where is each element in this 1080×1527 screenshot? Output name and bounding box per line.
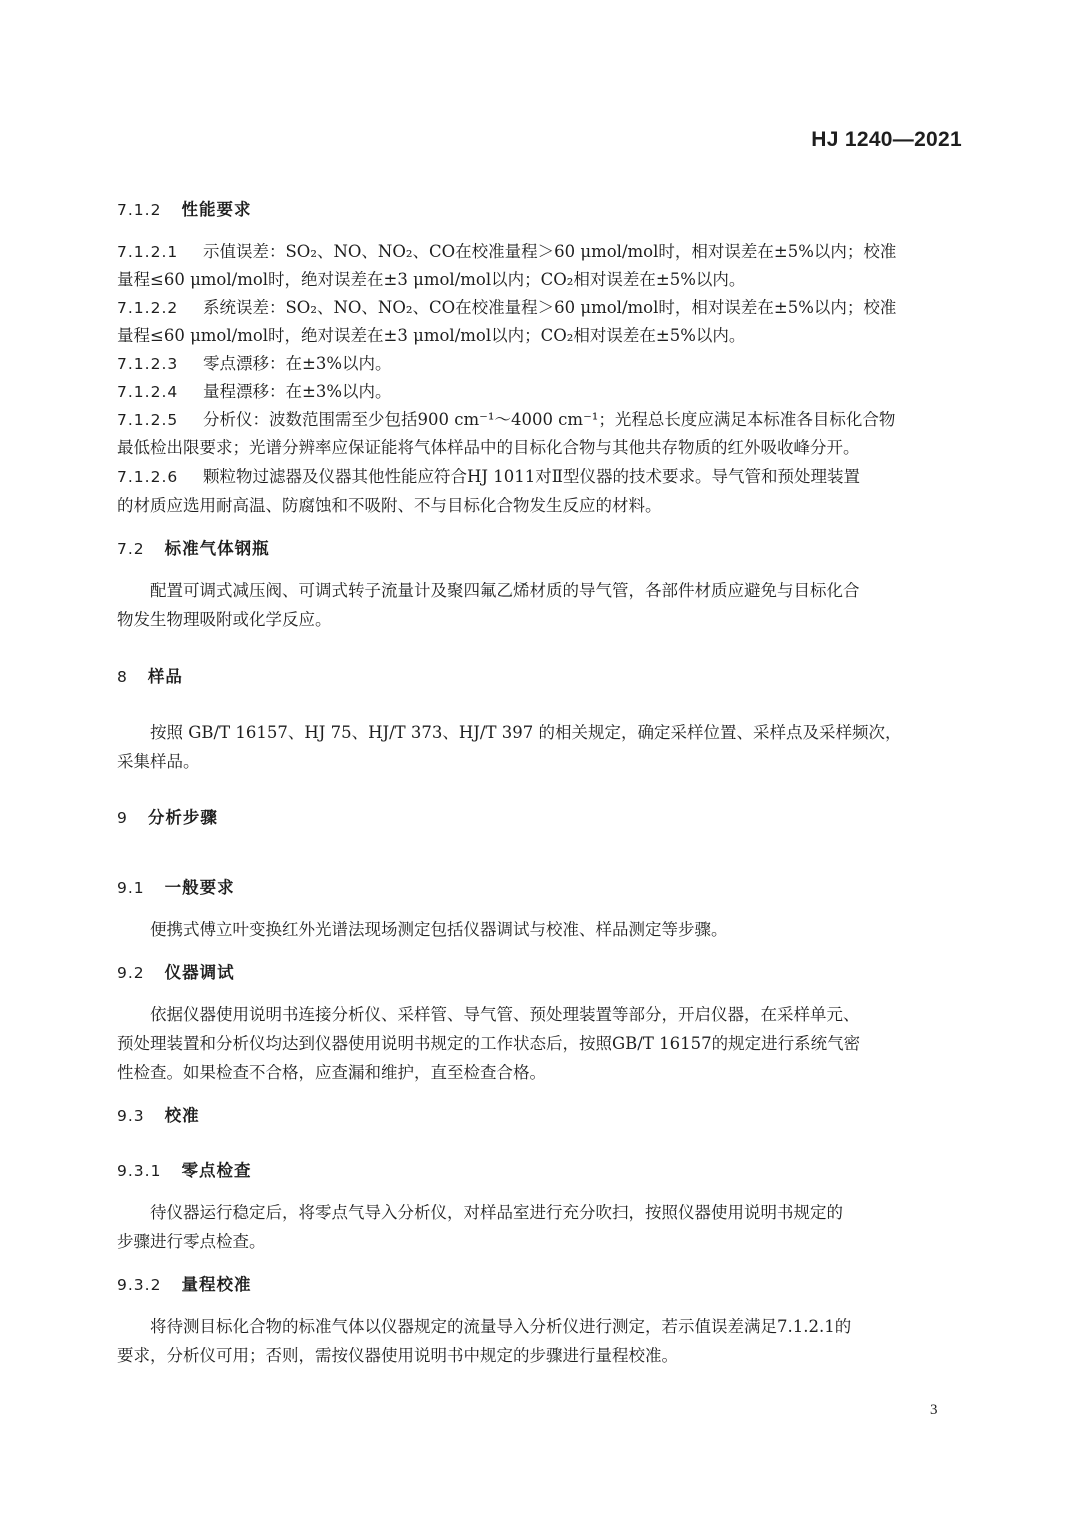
paragraph-9-3-2-line2: 要求，分析仪可用；否则，需按仪器使用说明书中规定的步骤进行量程校准。 [117,1346,678,1365]
clause-7-1-2-5-line1 [117,406,963,434]
section-number: 7.2 [117,540,145,558]
clause-text: 分析仪：波数范围需至少包括900 cm⁻¹～4000 cm⁻¹；光程总长度应满足本标准各目标化合物 [203,410,896,429]
clause-7-1-2-2-line1 [117,294,963,322]
clause-7-1-2-5-line2: 最低检出限要求；光谱分辨率应保证能将气体样品中的目标化合物与其他共存物质的红外吸收峰分开。 [117,438,860,457]
clause-7-1-2-3 [117,350,963,378]
section-number: 9 [117,809,128,827]
section-title: 校准 [164,1106,200,1125]
section-title: 一般要求 [164,878,235,897]
paragraph-9-2-line1: 依据仪器使用说明书连接分析仪、采样管、导气管、预处理装置等部分，开启仪器，在采样单元、 [150,1005,860,1024]
heading-7-1-2 [117,196,963,224]
paragraph-9-2-line2: 预处理装置和分析仪均达到仪器使用说明书规定的工作状态后，按照GB/T 16157的规定进行系统气密 [117,1034,861,1053]
heading-9-1 [117,874,963,902]
clause-7-1-2-1-line2: 量程≤60 μmol/mol时，绝对误差在±3 μmol/mol以内；CO₂相对误差在±5%以内。 [117,270,746,289]
clause-7-1-2-1-line1 [117,238,963,266]
section-number: 9.3.2 [117,1276,162,1294]
section-title: 标准气体钢瓶 [164,539,270,558]
clause-7-1-2-4 [117,378,963,406]
clause-text: 示值误差：SO₂、NO、NO₂、CO在校准量程＞60 μmol/mol时，相对误差在±5%以内；校准 [203,242,897,261]
paragraph-7-2-line1: 配置可调式减压阀、可调式转子流量计及聚四氟乙烯材质的导气管，各部件材质应避免与目标化合 [150,581,860,600]
section-number: 9.1 [117,879,145,897]
section-title: 量程校准 [181,1275,252,1294]
clause-number: 7.1.2.6 [117,468,179,486]
clause-number: 7.1.2.1 [117,243,179,261]
section-number: 8 [117,668,128,686]
clause-7-1-2-6-line1 [117,463,963,491]
heading-9-3-1 [117,1157,963,1185]
clause-number: 7.1.2.4 [117,383,179,401]
section-number: 9.3 [117,1107,145,1125]
heading-9-2 [117,959,963,987]
heading-8 [117,663,963,691]
paragraph-9-3-2-line1: 将待测目标化合物的标准气体以仪器规定的流量导入分析仪进行测定，若示值误差满足7.1.2.1的 [150,1317,852,1336]
section-title: 分析步骤 [147,808,218,827]
section-title: 性能要求 [181,200,252,219]
heading-7-2 [117,535,963,563]
section-title: 零点检查 [181,1161,252,1180]
clause-text: 量程漂移：在±3%以内。 [203,382,392,401]
clause-7-1-2-6-line2: 的材质应选用耐高温、防腐蚀和不吸附、不与目标化合物发生反应的材料。 [117,496,662,515]
heading-9 [117,804,963,832]
clause-number: 7.1.2.3 [117,355,179,373]
section-number: 9.2 [117,964,145,982]
heading-9-3 [117,1102,963,1130]
heading-9-3-2 [117,1271,963,1299]
section-number: 7.1.2 [117,201,162,219]
clause-7-1-2-2-line2: 量程≤60 μmol/mol时，绝对误差在±3 μmol/mol以内；CO₂相对误差在±5%以内。 [117,326,746,345]
paragraph-9-1-line1: 便携式傅立叶变换红外光谱法现场测定包括仪器调试与校准、样品测定等步骤。 [150,920,728,939]
paragraph-9-2-line3: 性检查。如果检查不合格，应查漏和维护，直至检查合格。 [117,1063,546,1082]
clause-text: 零点漂移：在±3%以内。 [203,354,392,373]
section-title: 样品 [147,667,183,686]
standard-code: HJ 1240—2021 [811,128,962,151]
section-number: 9.3.1 [117,1162,162,1180]
clause-number: 7.1.2.5 [117,411,179,429]
paragraph-8-line2: 采集样品。 [117,752,200,771]
clause-text: 系统误差：SO₂、NO、NO₂、CO在校准量程＞60 μmol/mol时，相对误差在±5%以内；校准 [203,298,897,317]
paragraph-8-line1: 按照 GB/T 16157、HJ 75、HJ/T 373、HJ/T 397 的相关规定，确定采样位置、采样点及采样频次， [150,723,902,742]
section-title: 仪器调试 [164,963,235,982]
page-number: 3 [930,1402,938,1418]
clause-text: 颗粒物过滤器及仪器其他性能应符合HJ 1011对Ⅱ型仪器的技术要求。导气管和预处理装置 [203,467,860,486]
paragraph-9-3-1-line1: 待仪器运行稳定后，将零点气导入分析仪，对样品室进行充分吹扫，按照仪器使用说明书规定的 [150,1203,843,1222]
clause-number: 7.1.2.2 [117,299,179,317]
paragraph-7-2-line2: 物发生物理吸附或化学反应。 [117,610,332,629]
paragraph-9-3-1-line2: 步骤进行零点检查。 [117,1232,266,1251]
